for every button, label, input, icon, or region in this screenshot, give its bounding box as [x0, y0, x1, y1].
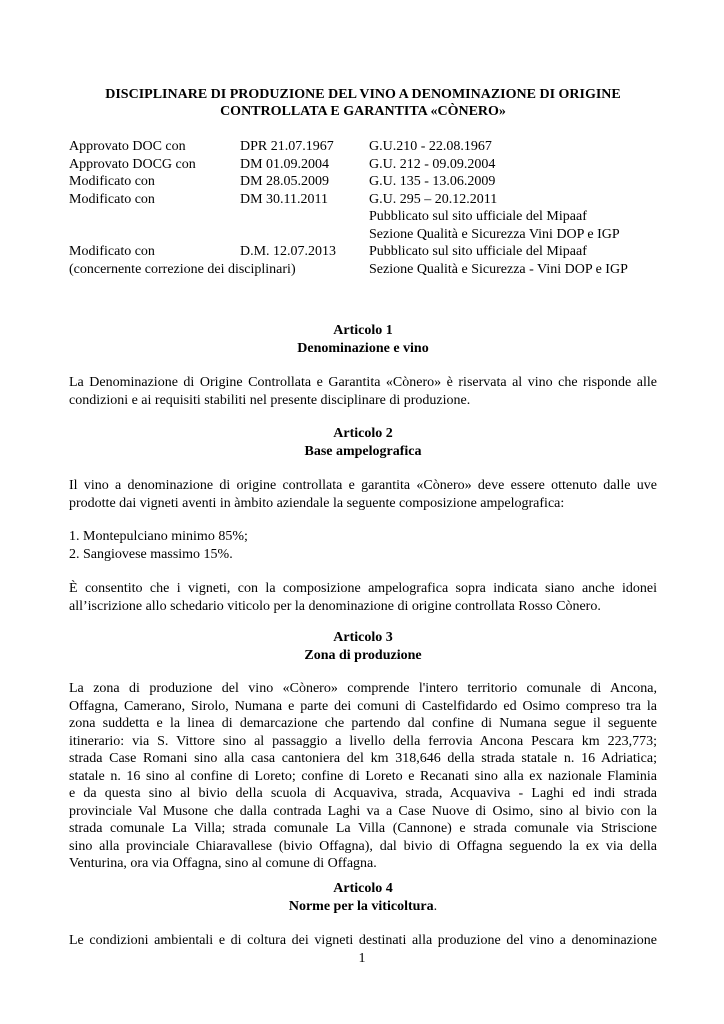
approval-gazette: Pubblicato sul sito ufficiale del Mipaaf — [369, 209, 587, 224]
approval-ref: DPR 21.07.1967 — [240, 139, 334, 154]
text-line: strada Case Romani sino alla casa cantoniera del km 318,646 della strada statale n. 16 Adriatica; — [69, 751, 657, 766]
approval-label: (concernente correzione dei disciplinari) — [69, 261, 296, 277]
grape-variety-list — [69, 528, 657, 563]
approval-row — [69, 138, 669, 156]
approval-gazette: Sezione Qualità e Sicurezza Vini DOP e IGP — [369, 226, 620, 242]
text-line: La Denominazione di Origine Controllata e Garantita «Cònero» è riservata al vino che risponde alle — [69, 375, 657, 390]
article-1-heading — [69, 322, 657, 357]
approval-ref: DM 28.05.2009 — [240, 174, 330, 189]
article-number: Articolo 4 — [333, 881, 393, 896]
article-2-intro — [69, 477, 657, 512]
article-name-wrapper — [69, 898, 657, 916]
approval-ref: DM 30.11.2011 — [240, 191, 329, 207]
article-4-heading — [69, 880, 657, 915]
text-line: provinciale Val Musone che dalla contrada Laghi va a Case Nuove di Osimo, sino al bivio con la — [69, 803, 657, 819]
article-1-text — [69, 374, 657, 409]
approval-row — [69, 191, 669, 209]
approval-gazette: Pubblicato sul sito ufficiale del Mipaaf — [369, 244, 587, 259]
text-line: Le condizioni ambientali e di coltura dei vigneti destinati alla produzione del vino a denominazione — [69, 933, 657, 948]
article-number: Articolo 1 — [333, 323, 393, 338]
approval-row — [69, 173, 669, 191]
article-3-text — [69, 680, 657, 873]
approval-ref: DM 01.09.2004 — [240, 156, 330, 172]
text-line: e da questa sino al bivio della scuola di Acquaviva, strada, Acquaviva - Laghi ed indi strada — [69, 786, 657, 801]
article-3-heading — [69, 629, 657, 664]
article-2-note — [69, 580, 657, 615]
approval-row — [69, 243, 669, 261]
article-4-text — [69, 932, 657, 950]
text-line: La zona di produzione del vino «Cònero» comprende l'intero territorio comunale di Ancona, — [69, 681, 657, 696]
approval-ref: D.M. 12.07.2013 — [240, 244, 337, 259]
text-line: itinerario: via S. Vittore sino al passaggio a livello della ferrovia Ancona Pescara km 223,773; — [69, 733, 657, 749]
list-item: 1. Montepulciano minimo 85%; — [69, 529, 248, 544]
title-line-2: CONTROLLATA E GARANTITA «CÒNERO» — [220, 104, 506, 119]
article-name: Norme per la viticoltura — [288, 898, 434, 914]
title-line-1: DISCIPLINARE DI PRODUZIONE DEL VINO A DENOMINAZIONE DI ORIGINE — [105, 87, 621, 102]
approval-label: Approvato DOC con — [69, 139, 186, 154]
approval-row — [69, 208, 669, 226]
approval-label: Modificato con — [69, 191, 155, 207]
approval-gazette: G.U. 135 - 13.06.2009 — [369, 174, 496, 189]
article-name: Zona di produzione — [304, 647, 422, 663]
approval-gazette: G.U.210 - 22.08.1967 — [369, 139, 492, 154]
text-line: zona suddetta e la linea di demarcazione che partendo dal confine di Numana segue il seguente — [69, 716, 657, 731]
text-line: strada comunale La Villa; strada comunale La Villa (Cannone) e strada comunale via Striscione — [69, 821, 657, 836]
text-line: all’iscrizione allo schedario viticolo per la denominazione di origine controllata Rosso Cònero. — [69, 598, 601, 614]
article-number: Articolo 3 — [333, 630, 393, 645]
approval-row — [69, 261, 669, 279]
text-line: condizioni e ai requisiti stabiliti nel presente disciplinare di produzione. — [69, 392, 471, 408]
approval-gazette: G.U. 295 – 20.12.2011 — [369, 191, 498, 207]
article-2-heading — [69, 425, 657, 460]
article-number: Articolo 2 — [333, 426, 393, 441]
page-number: 1 — [358, 951, 366, 966]
text-line: Venturina, ora via Offagna, sino al comune di Offagna. — [69, 856, 377, 871]
approval-row — [69, 226, 669, 244]
approval-gazette: Sezione Qualità e Sicurezza - Vini DOP e IGP — [369, 261, 628, 277]
article-name: Denominazione e vino — [297, 340, 429, 356]
approval-label: Modificato con — [69, 244, 155, 259]
approval-gazette: G.U. 212 - 09.09.2004 — [369, 156, 496, 172]
text-line: È consentito che i vigneti, con la composizione ampelografica sopra indicata siano anche idonei — [69, 581, 657, 596]
text-line: prodotte dai vigneti aventi in àmbito aziendale la seguente composizione ampelografica: — [69, 495, 565, 511]
approval-row — [69, 156, 669, 174]
text-line: sino alla provinciale Chiaravallese (bivio Offagna), dal bivio di Offagna seguendo la ex via della — [69, 838, 657, 854]
text-line: statale n. 16 sino al confine di Loreto; confine di Loreto e Recanati sino alla ex nazionale Flaminia — [69, 768, 657, 784]
approval-label: Approvato DOCG con — [69, 156, 196, 172]
list-item: 2. Sangiovese massimo 15%. — [69, 546, 233, 562]
approval-label: Modificato con — [69, 174, 155, 189]
document-title — [69, 86, 657, 120]
text-line: Offagna, Camerano, Sirolo, Numana e parte dei comuni di Castelfidardo ed Osimo compreso tra la — [69, 698, 657, 714]
approval-history — [69, 138, 669, 278]
text-line: Il vino a denominazione di origine controllata e garantita «Cònero» deve essere ottenuto dalle uve — [69, 478, 657, 493]
article-name: Base ampelografica — [304, 443, 422, 459]
article-name-suffix: . — [433, 898, 438, 914]
